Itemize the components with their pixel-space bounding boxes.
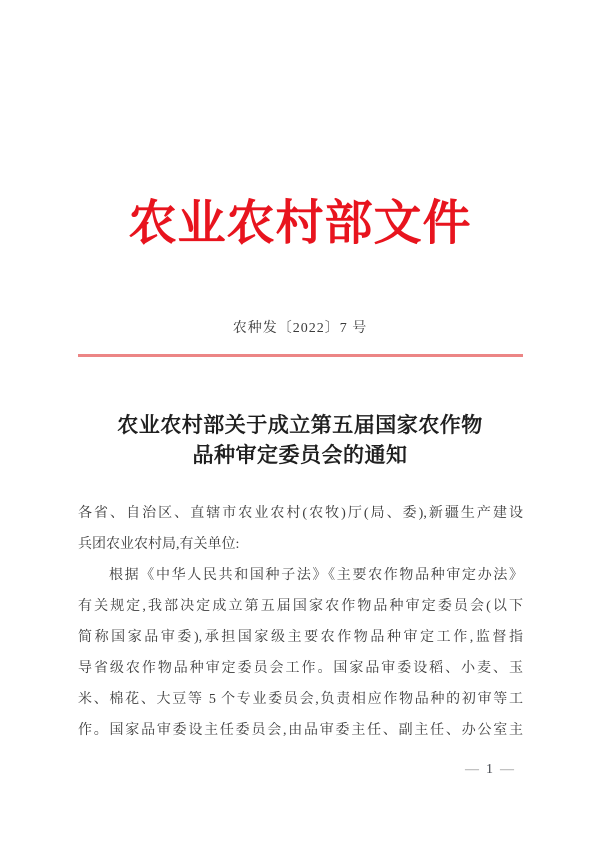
body-line: 导省级农作物品种审定委员会工作。国家品审委设稻、小麦、玉 [78, 661, 523, 676]
body-line: 简称国家品审委),承担国家级主要农作物品种审定工作,监督指 [78, 630, 523, 645]
body-line: 根据《中华人民共和国种子法》《主要农作物品种审定办法》 [109, 568, 523, 583]
body-line: 兵团农业农村局,有关单位: [78, 537, 240, 552]
page-number-dash-left: — [465, 762, 479, 777]
notice-title [0, 410, 600, 470]
notice-title-line2: 品种审定委员会的通知 [192, 443, 408, 467]
body-line: 米、棉花、大豆等 5 个专业委员会,负责相应作物品种的初审等工 [78, 692, 523, 707]
page-number: 1 [486, 762, 493, 777]
page-number-dash-right: — [500, 762, 514, 777]
page-footer [0, 762, 600, 778]
document-body [78, 498, 523, 746]
body-line: 有关规定,我部决定成立第五届国家农作物品种审定委员会(以下 [78, 599, 523, 614]
document-number: 农种发〔2022〕7 号 [232, 321, 368, 336]
agency-header-title: 农业农村部文件 [128, 197, 472, 250]
body-line: 作。国家品审委设主任委员会,由品审委主任、副主任、办公室主 [78, 723, 523, 738]
notice-title-line1: 农业农村部关于成立第五届国家农作物 [117, 413, 483, 437]
body-line: 各省、自治区、直辖市农业农村(农牧)厅(局、委),新疆生产建设 [78, 506, 523, 521]
red-divider-line [78, 354, 523, 357]
